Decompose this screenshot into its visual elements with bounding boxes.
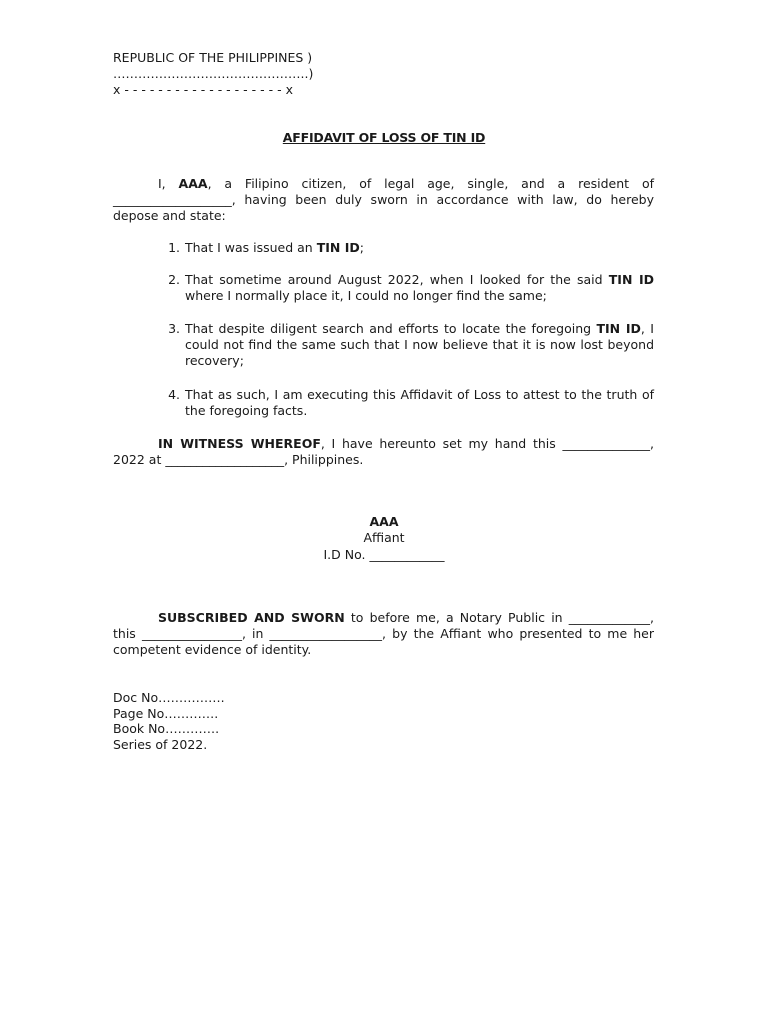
jurat-date-blank: ________________ — [141, 626, 242, 641]
residence-blank: ___________________ — [113, 192, 232, 207]
affiant-name: AAA — [178, 176, 208, 191]
list-item — [162, 321, 654, 369]
item-number: 2. — [168, 272, 180, 287]
jurat-location-blank: __________________ — [269, 626, 383, 641]
intro-paragraph — [113, 176, 654, 224]
intro-pre: I, — [158, 176, 179, 191]
place-blank: ___________________ — [165, 452, 285, 467]
item-number: 4. — [168, 387, 180, 402]
caption-republic: REPUBLIC OF THE PHILIPPINES ) — [113, 50, 313, 65]
id-blank: ____________ — [369, 547, 445, 562]
item-number: 1. — [168, 240, 180, 255]
item-text: That as such, I am executing this Affidavit of Loss to attest to the truth of the foregoing facts. — [185, 387, 654, 418]
book-number: Book No…………. — [113, 721, 220, 736]
item-text: That despite diligent search and efforts to locate the foregoing TIN ID, I could not find the same such that I now believe that it is now lost beyond recovery; — [185, 321, 654, 368]
doc-number: Doc No……………. — [113, 690, 225, 705]
witness-heading: IN WITNESS WHEREOF — [158, 436, 321, 451]
intro-post: , having been duly sworn in accordance with law, do hereby depose and state: — [113, 192, 654, 223]
caption-province: ………………………………………..) — [113, 66, 314, 81]
page-number: Page No…………. — [113, 706, 219, 721]
jurat-heading: SUBSCRIBED AND SWORN — [158, 610, 345, 625]
item-text: That sometime around August 2022, when I looked for the said TIN ID where I normally place it, I could no longer find the same; — [185, 272, 654, 303]
document-title: AFFIDAVIT OF LOSS OF TIN ID — [282, 130, 486, 145]
date-blank: ______________ — [562, 436, 651, 451]
list-item — [162, 240, 654, 256]
signature-role: Affiant — [363, 530, 405, 545]
series-year: Series of 2022. — [113, 737, 208, 752]
list-item — [162, 272, 654, 304]
signature-name: AAA — [369, 514, 399, 529]
jurat-paragraph: SUBSCRIBED AND SWORN to before me, a Notary Public in _____________, this ________________, in __________________, by the Affiant who presented to me her competent evidence of identity. — [113, 610, 654, 657]
jurat-place-blank: _____________ — [568, 610, 651, 625]
witness-paragraph: IN WITNESS WHEREOF, I have hereunto set my hand this ______________, 2022 at ___________________, Philippines. — [113, 436, 654, 467]
item-number: 3. — [168, 321, 180, 336]
caption-divider: x - - - - - - - - - - - - - - - - - - - x — [113, 82, 293, 97]
item-text: That I was issued an TIN ID; — [185, 240, 364, 255]
signature-id: I.D No. ____________ — [323, 547, 445, 562]
intro-mid: , a Filipino citizen, of legal age, single, and a resident of — [207, 176, 654, 191]
list-item — [162, 387, 654, 419]
